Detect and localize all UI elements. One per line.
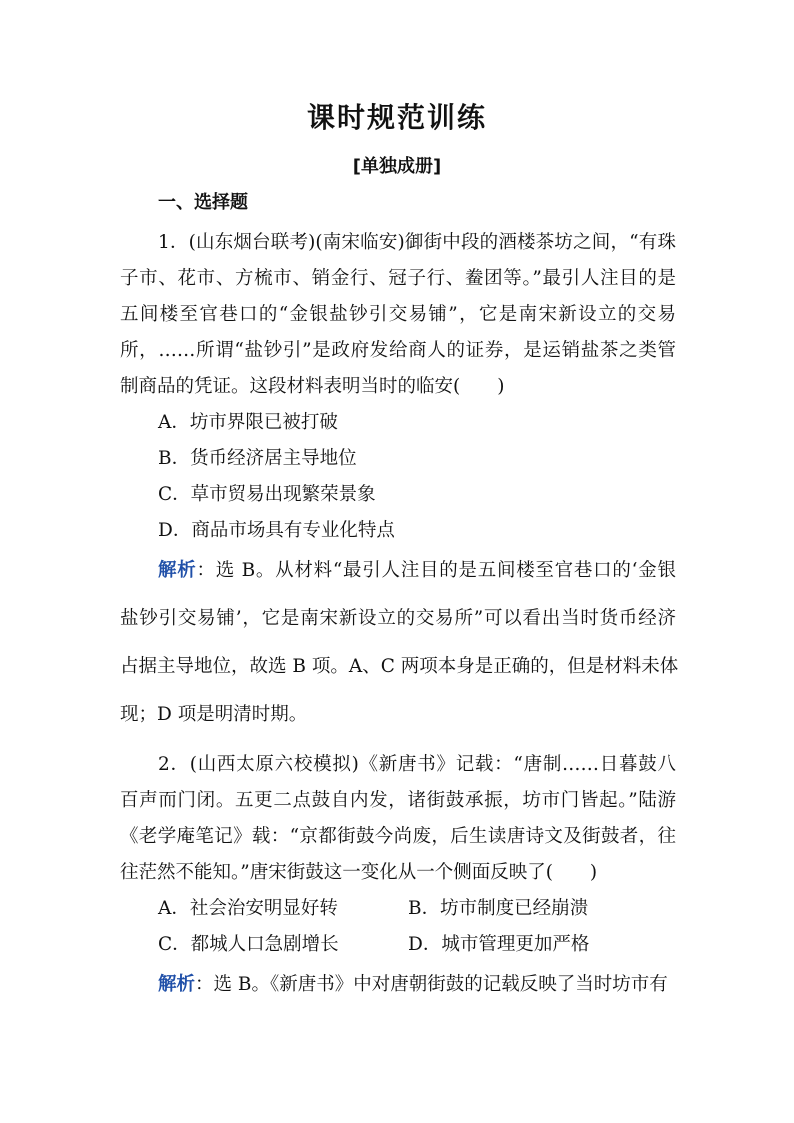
question-1-line-2: 子市、花市、方梳市、销金行、冠子行、鲞团等。”最引人注目的是 — [120, 268, 676, 289]
question-1-line-5: 制商品的凭证。这段材料表明当时的临安( ) — [120, 376, 505, 397]
question-1-line-1: 1．(山东烟台联考)(南宋临安)御街中段的酒楼茶坊之间，“有珠 — [158, 232, 676, 253]
analysis-label: 解析 — [158, 560, 197, 581]
question-1-line-3: 五间楼至官巷口的“金银盐钞引交易铺”，它是南宋新设立的交易 — [120, 304, 676, 325]
page-subtitle: [单独成册] — [352, 156, 442, 177]
question-1-option-c: C．草市贸易出现繁荣景象 — [158, 484, 376, 505]
question-2-option-b: B．坊市制度已经崩溃 — [408, 898, 589, 919]
question-2-line-4: 往茫然不能知。”唐宋街鼓这一变化从一个侧面反映了( ) — [120, 862, 598, 883]
section-heading: 一、选择题 — [158, 192, 248, 213]
question-1-option-b: B．货币经济居主导地位 — [158, 448, 357, 469]
question-1-option-a: A．坊市界限已被打破 — [158, 412, 338, 433]
analysis-label: 解析 — [158, 974, 196, 995]
question-1-option-d: D．商品市场具有专业化特点 — [158, 520, 395, 541]
question-1-analysis-line-1 — [158, 556, 676, 582]
question-1-line-4: 所，……所谓“盐钞引”是政府发给商人的证券，是运销盐茶之类管 — [120, 340, 676, 361]
question-2-line-2: 百声而门闭。五更二点鼓自内发，诸街鼓承振，坊市门皆起。”陆游 — [120, 790, 676, 811]
question-1-analysis-line-2: 盐钞引交易铺’，它是南宋新设立的交易所”可以看出当时货币经济 — [120, 608, 676, 629]
question-2-line-1: 2．(山西太原六校模拟)《新唐书》记载：“唐制……日暮鼓八 — [158, 754, 676, 775]
page-title: 课时规范训练 — [306, 101, 487, 134]
question-2-option-d: D．城市管理更加严格 — [408, 934, 590, 955]
question-2-analysis-line-1 — [158, 970, 676, 996]
question-1-analysis-line-4: 现；D 项是明清时期。 — [120, 704, 308, 725]
question-2-option-c: C．都城人口急剧增长 — [158, 934, 339, 955]
question-2-line-3: 《老学庵笔记》载：“京都街鼓今尚废，后生读唐诗文及街鼓者，往 — [120, 826, 676, 847]
question-2-option-a: A．社会治安明显好转 — [158, 898, 338, 919]
analysis-text: ：选 B。从材料“最引人注目的是五间楼至官巷口的‘金银 — [196, 560, 676, 581]
analysis-text: ：选 B。《新唐书》中对唐朝街鼓的记载反映了当时坊市有 — [195, 974, 668, 995]
question-1-analysis-line-3: 占据主导地位，故选 B 项。A、C 两项本身是正确的，但是材料未体 — [120, 656, 679, 677]
